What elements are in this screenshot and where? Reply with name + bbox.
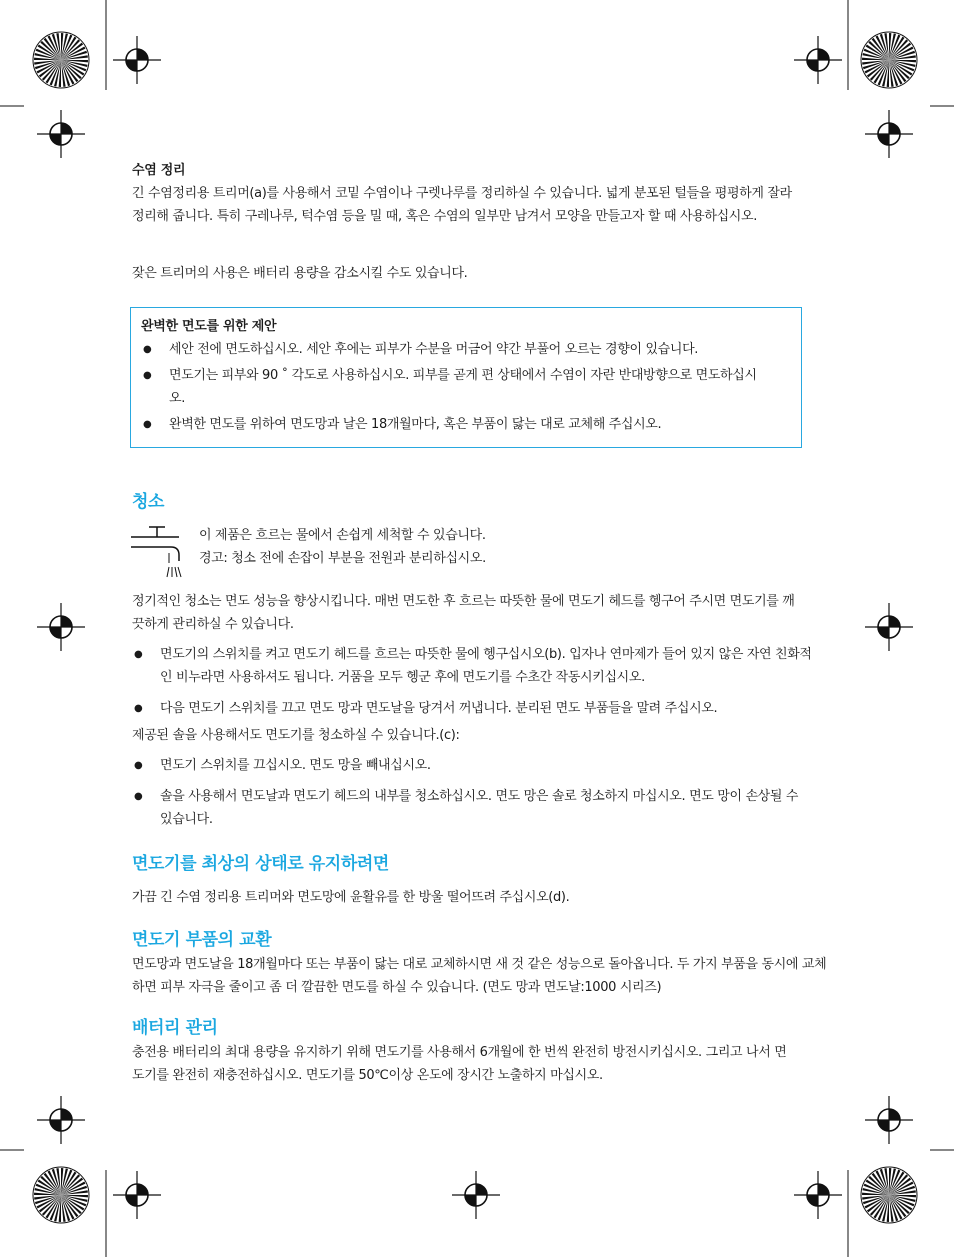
- trim-section: [132, 160, 792, 228]
- maintain-paragraph: 가끔 긴 수염 정리용 트리머와 면도망에 윤활유를 한 방울 떨어뜨려 주십시오(d).: [132, 890, 570, 905]
- tap-line-2: 경고: 청소 전에 손잡이 부분을 전원과 분리하십시오.: [199, 551, 486, 566]
- list-item: ● 완벽한 면도를 위하여 면도망과 날은 18개월마다, 혹은 부품이 닳는 대로 교체해 주십시오.: [141, 413, 761, 436]
- trim-note: 잦은 트리머의 사용은 배터리 용량을 감소시킬 수도 있습니다.: [132, 266, 468, 281]
- list-item: ● 면도기 스위치를 끄십시오. 면도 망을 빼내십시오.: [132, 754, 812, 777]
- list-item: ● 다음 면도기 스위치를 끄고 면도 망과 면도날을 당겨서 꺼냅니다. 분리된 면도 부품들을 말려 주십시오.: [132, 697, 812, 720]
- tap-note: [199, 524, 486, 570]
- tap-icon-wrap: [131, 523, 187, 583]
- brush-intro: 제공된 솔을 사용해서도 면도기를 청소하실 수 있습니다.(c):: [132, 728, 460, 743]
- replace-title: 면도기 부품의 교환: [132, 930, 272, 950]
- list-item: ● 면도기는 피부와 90 ˚ 각도로 사용하십시오. 피부를 곧게 편 상태에서 수염이 자란 반대방향으로 면도하십시오.: [141, 364, 769, 410]
- tap-line-1: 이 제품은 흐르는 물에서 손쉽게 세척할 수 있습니다.: [199, 528, 486, 543]
- trim-paragraph: 긴 수염정리용 트리머(a)를 사용해서 코밑 수염이나 구렛나루를 정리하실 수 있습니다. 넓게 분포된 털들을 평평하게 잘라 정리해 줍니다. 특히 구레나루, 턱수염 등을 밀 때, 혹은 수염의 일부만 남겨서 모양을 만들고자 할 때 사용하십시오.: [132, 186, 792, 224]
- cleaning-intro: 정기적인 청소는 면도 성능을 향상시킵니다. 매번 면도한 후 흐르는 따뜻한 물에 면도기 헤드를 헹구어 주시면 면도기를 깨끗하게 관리하실 수 있습니다.: [132, 594, 795, 632]
- battery-paragraph: 충전용 배터리의 최대 용량을 유지하기 위해 면도기를 사용해서 6개월에 한 번씩 완전히 방전시키십시오. 그리고 나서 면도기를 완전히 재충전하십시오. 면도기를 50℃이상 온도에 장시간 노출하지 마십시오.: [132, 1045, 787, 1083]
- list-item: ● 솔을 사용해서 면도날과 면도기 헤드의 내부를 청소하십시오. 면도 망은 솔로 청소하지 마십시오. 면도 망이 손상될 수 있습니다.: [132, 785, 812, 831]
- list-item: ● 면도기의 스위치를 켜고 면도기 헤드를 흐르는 따뜻한 물에 헹구십시오(b). 입자나 연마제가 들어 있지 않은 자연 친화적인 비누라면 사용하셔도 됩니다. 거품을 모두 헹군 후에 면도기를 수초간 작동시키십시오.: [132, 643, 812, 689]
- battery-title: 배터리 관리: [132, 1018, 218, 1038]
- maintain-title: 면도기를 최상의 상태로 유지하려면: [132, 854, 389, 874]
- running-water-tap-icon: [131, 523, 187, 579]
- cleaning-list-2: [132, 754, 812, 831]
- tips-list: [141, 338, 761, 436]
- cleaning-list-1: [132, 643, 812, 720]
- replace-paragraph: 면도망과 면도날을 18개월마다 또는 부품이 닳는 대로 교체하시면 새 것 같은 성능으로 돌아옵니다. 두 가지 부품을 동시에 교체하면 피부 자극을 줄이고 좀 더 깔끔한 면도를 하실 수 있습니다. (면도 망과 면도날:1000 시리즈): [132, 957, 827, 995]
- shaving-tips-box: [130, 307, 802, 448]
- tips-title: 완벽한 면도를 위한 제안: [141, 319, 277, 334]
- cleaning-body: [132, 590, 812, 831]
- trim-title: 수염 정리: [132, 163, 186, 178]
- cleaning-title: 청소: [132, 492, 165, 512]
- list-item: ● 세안 전에 면도하십시오. 세안 후에는 피부가 수분을 머금어 약간 부풀어 오르는 경향이 있습니다.: [141, 338, 761, 361]
